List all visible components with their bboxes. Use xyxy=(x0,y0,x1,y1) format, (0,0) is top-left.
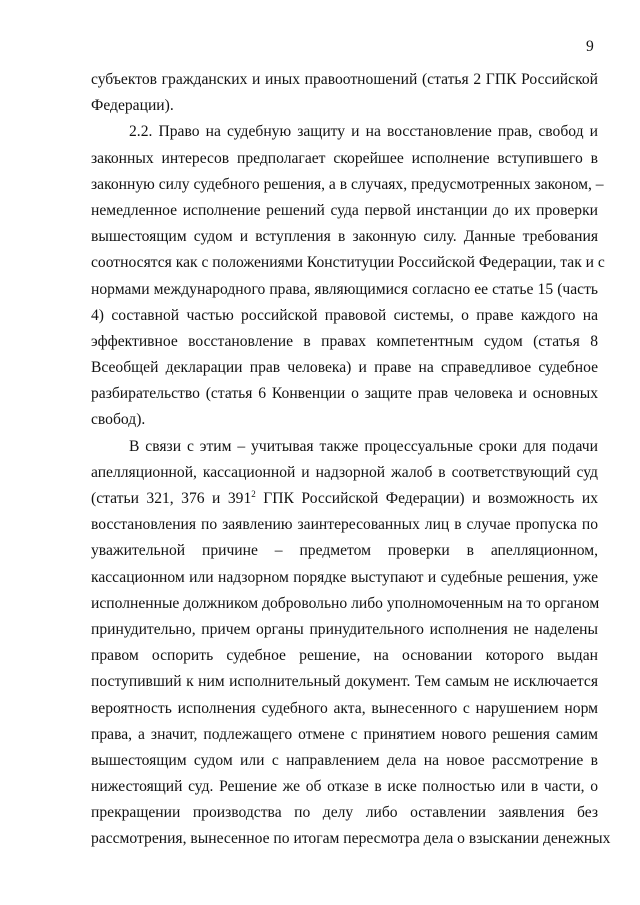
text-line: апелляционной, кассационной и надзорной жалоб в соответствующий суд xyxy=(91,463,598,481)
text-line: вышестоящим судом или с направлением дела на новое рассмотрение в xyxy=(91,751,598,769)
text-line: соотносятся как с положениями Конституции Российской Федерации, так и с xyxy=(91,254,605,272)
text-line: принудительно, причем органы принудительного исполнения не наделены xyxy=(91,620,598,638)
text-line: В связи с этим – учитывая также процессуальные сроки для подачи xyxy=(129,437,598,455)
text-line: уважительной причине – предметом проверки в апелляционном, xyxy=(91,542,598,560)
text-line: рассмотрения, вынесенное по итогам пересмотра дела о взыскании денежных xyxy=(91,830,611,848)
text-line: кассационном или надзорном порядке выступают и судебные решения, уже xyxy=(91,568,598,586)
text-line: нормами международного права, являющимися согласно ее статье 15 (часть xyxy=(91,280,598,298)
text-line: законную силу судебного решения, а в случаях, предусмотренных законом, – xyxy=(91,175,604,193)
text-line: нижестоящий суд. Решение же об отказе в иске полностью или в части, о xyxy=(91,778,598,796)
text-line: немедленное исполнение решений суда первой инстанции до их проверки xyxy=(91,201,598,219)
document-body xyxy=(91,67,611,853)
text-line: Федерации). xyxy=(91,97,174,115)
text-line: исполненные должником добровольно либо уполномоченным на то органом xyxy=(91,594,600,612)
text-line: разбирательство (статья 6 Конвенции о защите прав человека и основных xyxy=(91,385,598,403)
text-line: 2.2. Право на судебную защиту и на восстановление прав, свобод и xyxy=(129,123,598,141)
text-line: поступивший к ним исполнительный документ. Тем самым не исключается xyxy=(91,673,598,691)
text-line: вероятность исполнения судебного акта, вынесенного с нарушением норм xyxy=(91,699,598,717)
text-line: права, а значит, подлежащего отмене с принятием нового решения самим xyxy=(91,725,598,743)
text-line: правом оспорить судебное решение, на основании которого выдан xyxy=(91,647,598,665)
text-line: (статьи 321, 376 и $391^2$ ГПК Российской Федерации) и возможность их xyxy=(91,489,598,507)
text-line: субъектов гражданских и иных правоотношений (статья 2 ГПК Российской xyxy=(91,71,598,88)
text-line: прекращении производства по делу либо оставлении заявления без xyxy=(91,804,598,822)
text-line: свобод). xyxy=(91,411,146,429)
text-line: вышестоящим судом и вступления в законную силу. Данные требования xyxy=(91,228,598,246)
text-line: 4) составной частью российской правовой системы, о праве каждого на xyxy=(91,306,598,324)
text-line: Всеобщей декларации прав человека) и праве на справедливое судебное xyxy=(91,359,598,377)
page-number: 9 xyxy=(586,38,594,55)
text-line: эффективное восстановление в правах компетентным судом (статья 8 xyxy=(91,332,598,350)
footnote-superscript: 2 xyxy=(251,489,256,499)
text-line: восстановления по заявлению заинтересованных лиц в случае пропуска по xyxy=(91,516,598,534)
text-line: законных интересов предполагает скорейшее исполнение вступившего в xyxy=(91,149,598,167)
